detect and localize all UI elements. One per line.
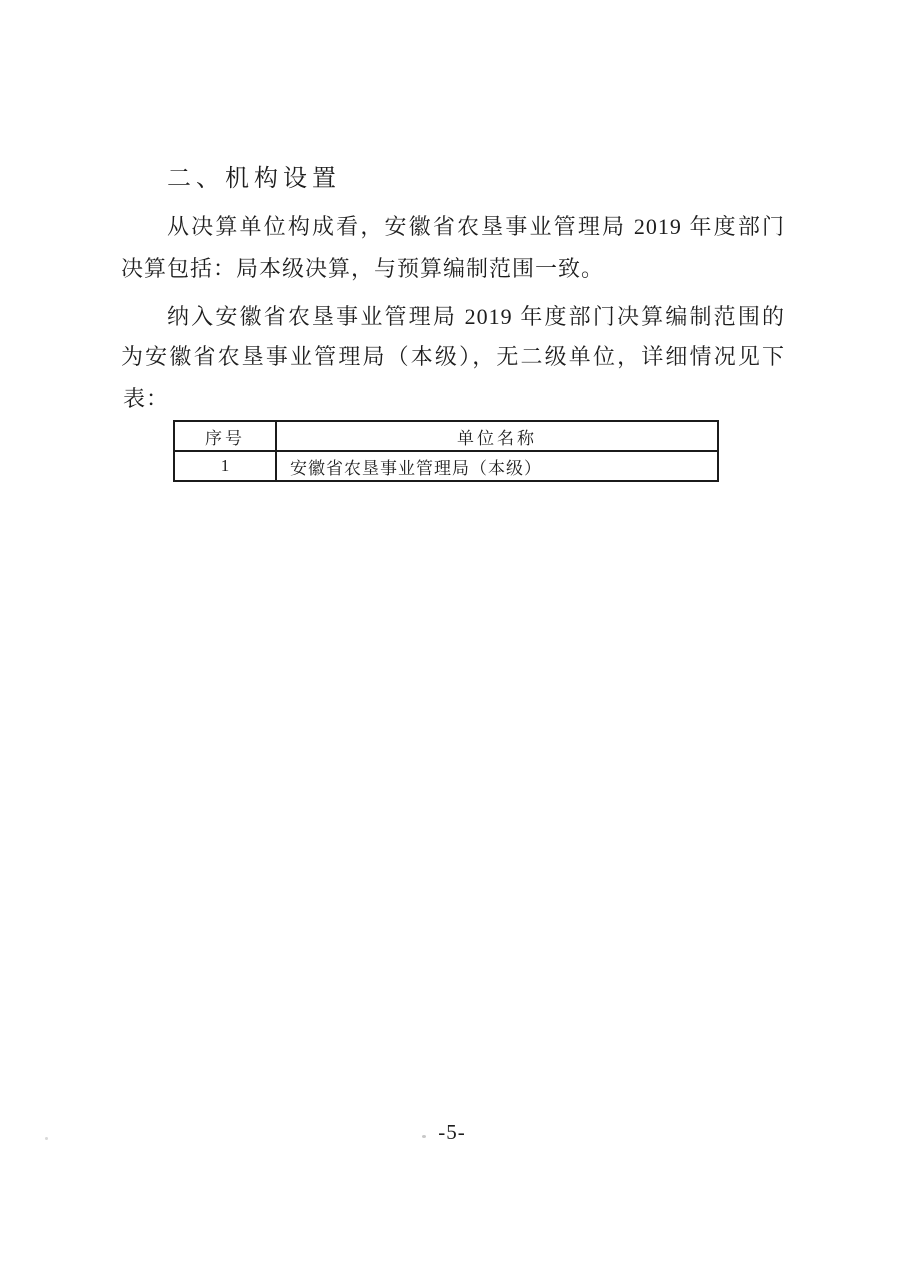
page-number: -5- <box>438 1120 466 1144</box>
paragraph-2-line-1: 纳入安徽省农垦事业管理局 2019 年度部门决算编制范围的 <box>167 304 785 329</box>
paragraph-2-line-3: 表： <box>123 386 170 411</box>
table-header-row <box>174 421 718 451</box>
table-cell-unit-name: 安徽省农垦事业管理局（本级） <box>276 451 718 481</box>
scan-speck <box>45 1137 48 1140</box>
table-header-index: 序号 <box>174 421 276 451</box>
paragraph-1-line-1: 从决算单位构成看，安徽省农垦事业管理局 2019 年度部门 <box>167 214 785 239</box>
table-cell-index: 1 <box>174 451 276 481</box>
paragraph-1-line-2: 决算包括：局本级决算，与预算编制范围一致。 <box>121 256 605 281</box>
section-heading: 二、机构设置 <box>167 166 341 192</box>
scan-speck <box>422 1135 426 1138</box>
table-row <box>174 451 718 481</box>
units-table <box>173 420 719 482</box>
paragraph-2-line-2: 为安徽省农垦事业管理局（本级），无二级单位，详细情况见下 <box>121 344 785 369</box>
table-header-unit-name: 单位名称 <box>276 421 718 451</box>
